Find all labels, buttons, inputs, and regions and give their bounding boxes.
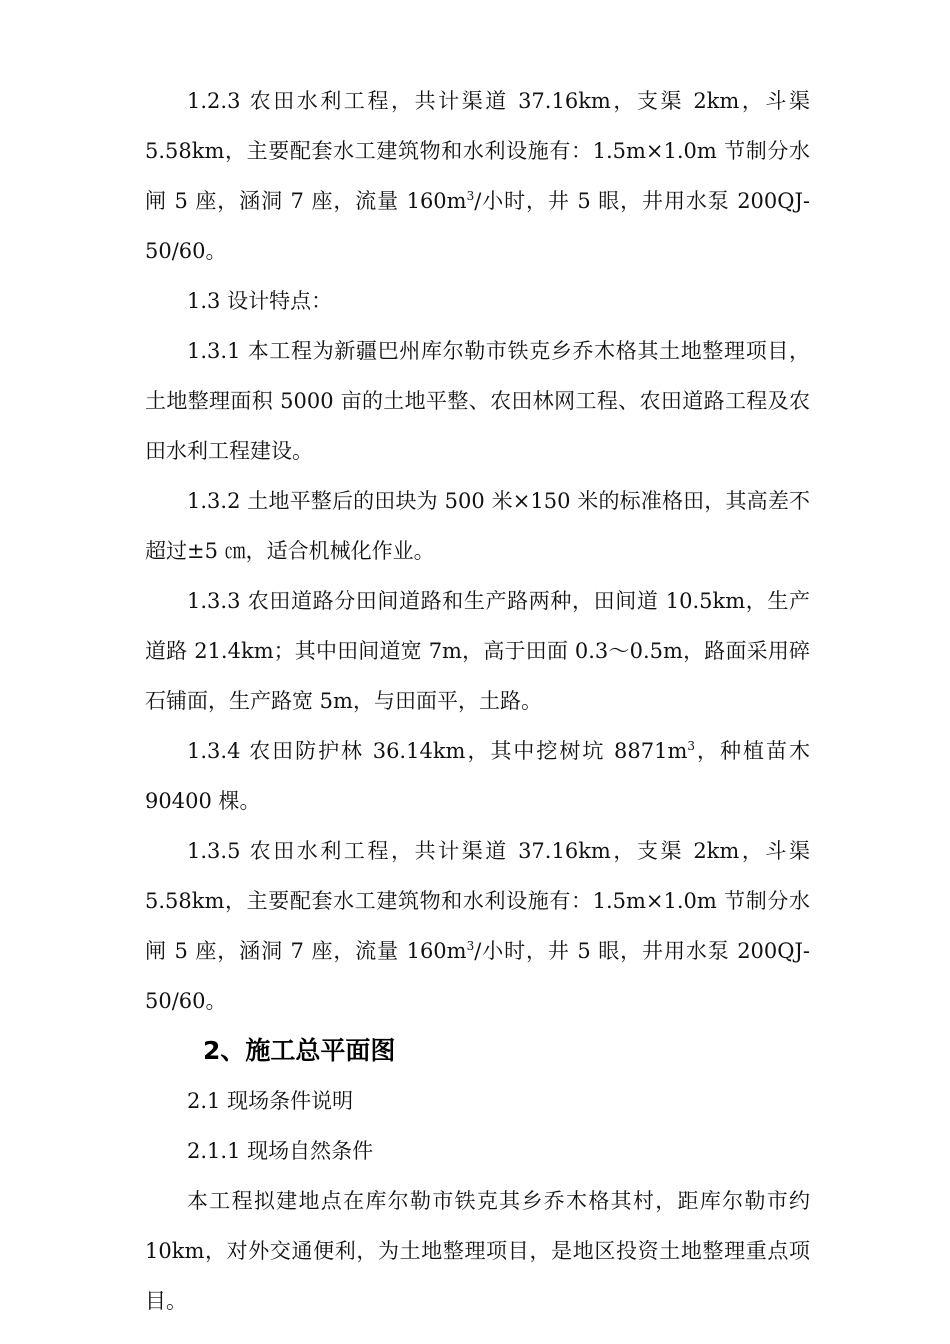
paragraph-1-2-3 xyxy=(145,76,810,276)
paragraph-1-3: 1.3 设计特点： xyxy=(187,289,333,313)
paragraph-text: 1.2.3 农田水利工程，共计渠道 37.16km，支渠 2km，斗渠 5.58km，主要配套水工建筑物和水利设施有：1.5m×1.0m 节制分水闸 5 座，涵洞 7 座，流量 160m xyxy=(145,89,810,213)
superscript: 3 xyxy=(466,189,475,203)
paragraph-text: 1.3.5 农田水利工程，共计渠道 37.16km，支渠 2km，斗渠 5.58km，主要配套水工建筑物和水利设施有：1.5m×1.0m 节制分水闸 5 座，涵洞 7 座，流量 160m xyxy=(145,839,810,963)
section-heading: 2、施工总平面图 xyxy=(203,1036,396,1065)
paragraph-text: 1.3.4 农田防护林 36.14km，其中挖树坑 8871m xyxy=(187,739,688,763)
document-body xyxy=(145,76,810,1326)
paragraph-2-1: 2.1 现场条件说明 xyxy=(187,1089,354,1113)
superscript: 3 xyxy=(466,939,475,953)
paragraph-text: /小时，井 5 眼，井用水泵 200QJ-50/60。 xyxy=(145,939,811,1013)
paragraph-1-3-1: 1.3.1 本工程为新疆巴州库尔勒市铁克乡乔木格其土地整理项目，土地整理面积 5000 亩的土地平整、农田林网工程、农田道路工程及农田水利工程建设。 xyxy=(145,339,810,463)
paragraph-text: /小时，井 5 眼，井用水泵 200QJ-50/60。 xyxy=(145,189,811,263)
paragraph-1-3-4 xyxy=(145,726,810,826)
paragraph-2-1-1: 2.1.1 现场自然条件 xyxy=(187,1139,374,1163)
paragraph-1-3-5 xyxy=(145,826,810,1026)
superscript: 3 xyxy=(687,739,696,753)
paragraph-1-3-3: 1.3.3 农田道路分田间道路和生产路两种，田间道 10.5km，生产道路 21.4km；其中田间道宽 7m，高于田面 0.3～0.5m，路面采用碎石铺面，生产路宽 5m，与田面平，土路。 xyxy=(145,589,810,713)
paragraph-text: ，种植苗木 90400 棵。 xyxy=(145,739,811,813)
paragraph-1-3-2: 1.3.2 土地平整后的田块为 500 米×150 米的标准格田，其高差不超过±5 ㎝，适合机械化作业。 xyxy=(145,489,810,563)
paragraph-2-1-1-body: 本工程拟建地点在库尔勒市铁克其乡乔木格其村，距库尔勒市约 10km，对外交通便利，为土地整理项目，是地区投资土地整理重点项目。 xyxy=(145,1189,810,1313)
